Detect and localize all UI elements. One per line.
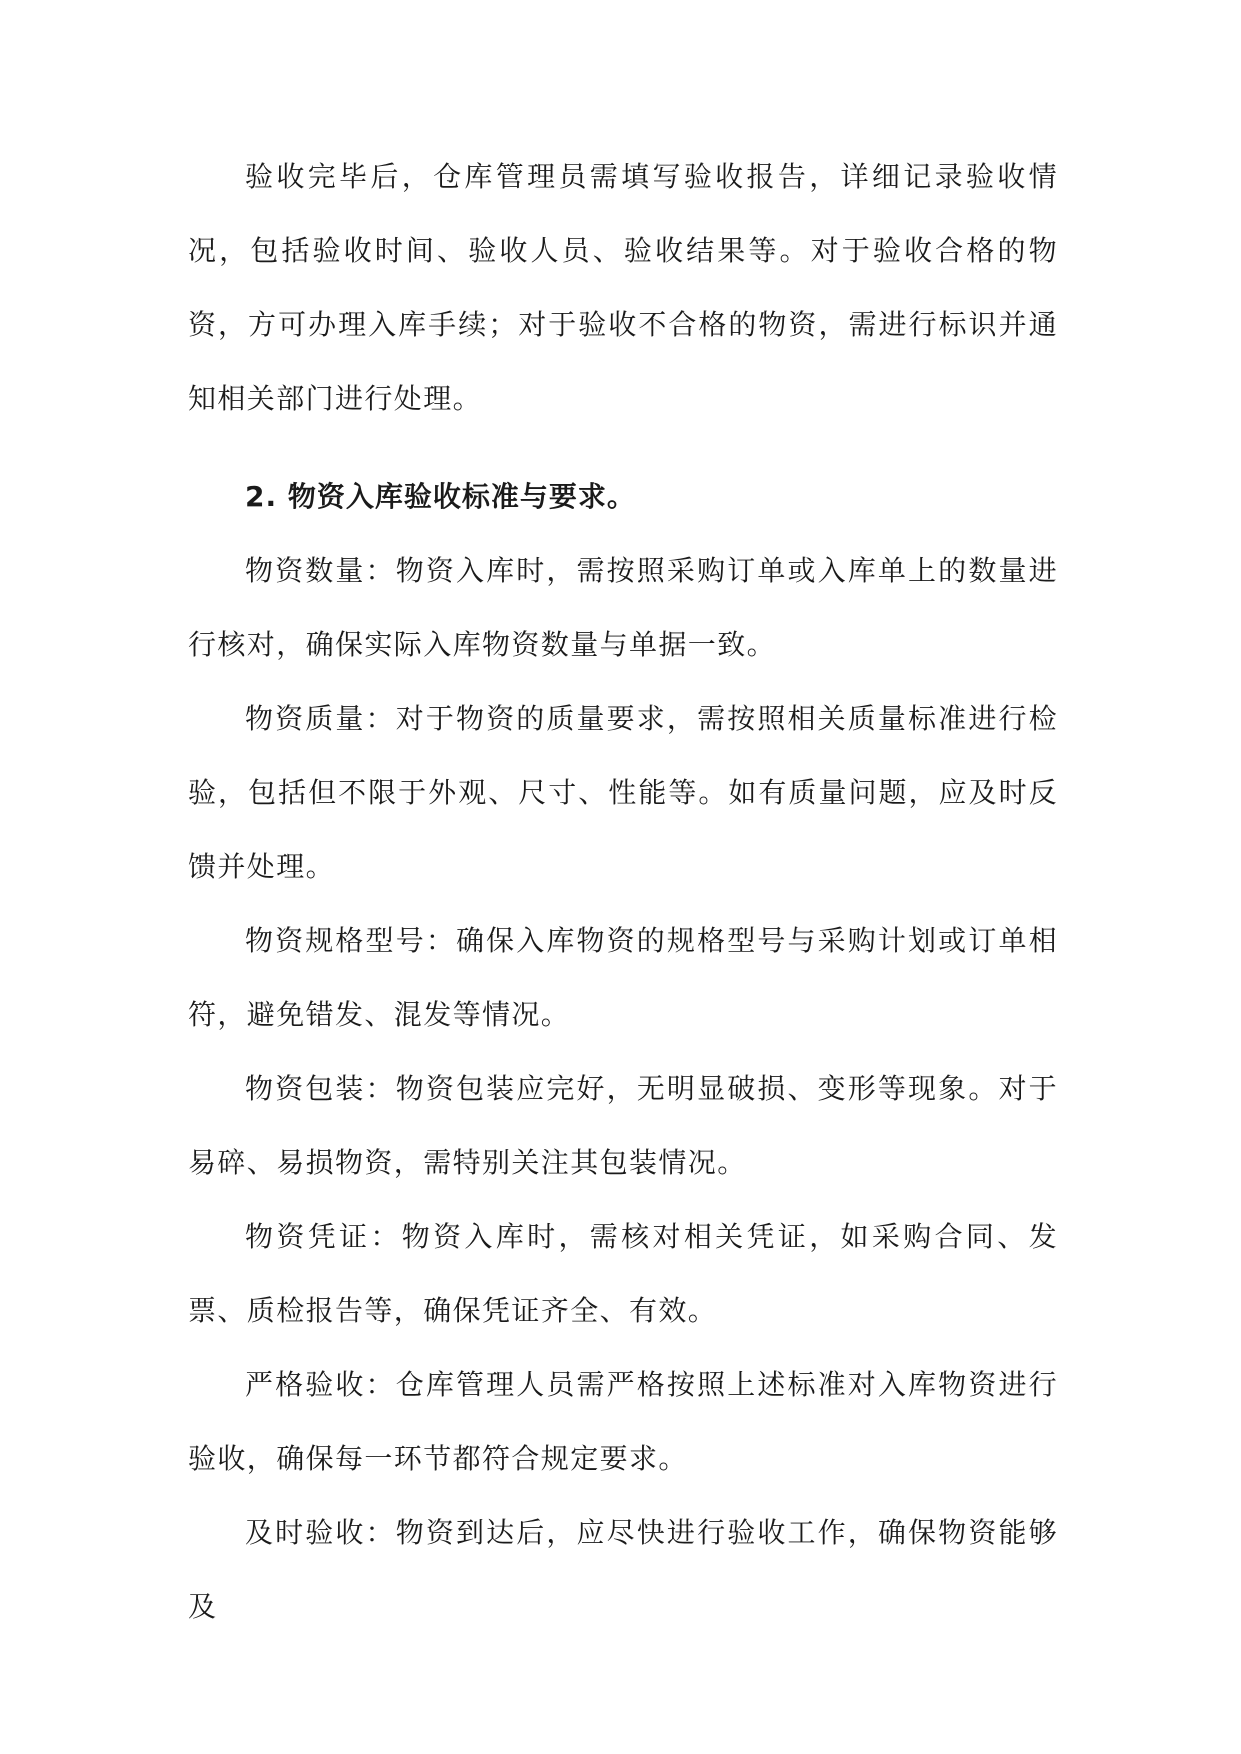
paragraph-spec-model: 物资规格型号：确保入库物资的规格型号与采购计划或订单相符，避免错发、混发等情况。 <box>188 924 1058 1031</box>
paragraph-timely-acceptance: 及时验收：物资到达后，应尽快进行验收工作，确保物资能够及 <box>188 1516 1058 1623</box>
paragraph-documents: 物资凭证：物资入库时，需核对相关凭证，如采购合同、发票、质检报告等，确保凭证齐全、有效。 <box>188 1220 1058 1327</box>
paragraph-strict-acceptance: 严格验收：仓库管理人员需严格按照上述标准对入库物资进行验收，确保每一环节都符合规定要求。 <box>188 1368 1058 1475</box>
paragraph-quality: 物资质量：对于物资的质量要求，需按照相关质量标准进行检验，包括但不限于外观、尺寸、性能等。如有质量问题，应及时反馈并处理。 <box>188 702 1058 883</box>
document-body <box>188 140 1058 1644</box>
paragraph-quantity: 物资数量：物资入库时，需按照采购订单或入库单上的数量进行核对，确保实际入库物资数量与单据一致。 <box>188 554 1058 661</box>
paragraph-packaging: 物资包装：物资包装应完好，无明显破损、变形等现象。对于易碎、易损物资，需特别关注其包装情况。 <box>188 1072 1058 1179</box>
section-heading: 2. 物资入库验收标准与要求。 <box>245 480 636 513</box>
paragraph-acceptance-report: 验收完毕后，仓库管理员需填写验收报告，详细记录验收情况，包括验收时间、验收人员、验收结果等。对于验收合格的物资，方可办理入库手续；对于验收不合格的物资，需进行标识并通知相关部门进行处理。 <box>188 160 1058 415</box>
